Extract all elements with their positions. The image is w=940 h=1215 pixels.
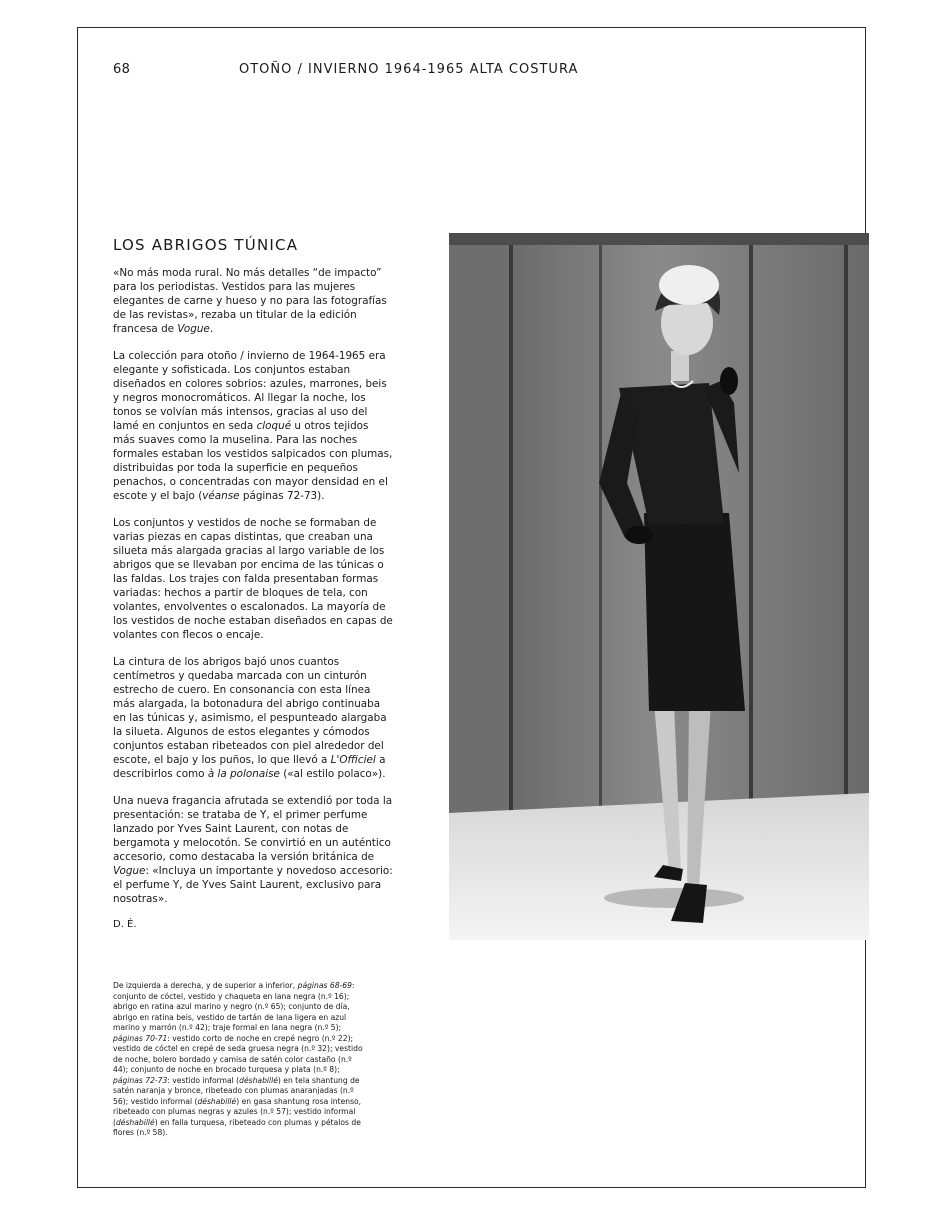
article-paragraph-3: Los conjuntos y vestidos de noche se formaban de varias piezas en capas distintas, que creaban una silueta más alargada gracias al largo variable de los abrigos que se llevaban por encima de las túnicas o las faldas. Los trajes con falda presentaban formas variadas: hechos a partir de bloques de tela, con volantes, envolventes o escalonados. La mayoría de los vestidos de noche estaban diseñados en capas de volantes con flecos o encaje.	[113, 517, 393, 641]
article-paragraph-4: La cintura de los abrigos bajó unos cuantos centímetros y quedaba marcada con un cinturón estrecho de cuero. En consonancia con esta línea más alargada, la botonadura del abrigo continuaba en las túnicas y, asimismo, el pespunteado alargaba la silueta. Algunos de estos elegantes y cómodos conjuntos estaban ribeteados con piel alrededor del escote, el bajo y los puños, lo que llevó a L'Officiel a describirlos como à la polonaise («al estilo polaco»).	[113, 656, 387, 780]
model-photo-illustration	[449, 233, 869, 940]
page-number: 68	[113, 62, 131, 77]
author-signature: D. É.	[113, 919, 137, 930]
article-body	[113, 266, 393, 930]
section-title: LOS ABRIGOS TÚNICA	[113, 236, 299, 254]
running-head: OTOÑO / INVIERNO 1964-1965 ALTA COSTURA	[239, 62, 579, 77]
article-paragraph-2: La colección para otoño / invierno de 1964-1965 era elegante y sofisticada. Los conjuntos estaban diseñados en colores sobrios: azules, marrones, beis y negros monocromáticos. Al llegar la noche, los tonos se volvían más intensos, gracias al uso del lamé en conjuntos en seda cloqué u otros tejidos más suaves como la muselina. Para las noches formales estaban los vestidos salpicados con plumas, distribuidas por toda la superficie en pequeños penachos, o concentradas con mayor densidad en el escote y el bajo (véanse páginas 72-73).	[113, 350, 393, 502]
fashion-photograph	[449, 233, 869, 940]
article-paragraph-5: Una nueva fragancia afrutada se extendió por toda la presentación: se trataba de Y, el primer perfume lanzado por Yves Saint Laurent, con notas de bergamota y melocotón. Se convirtió en un auténtico accesorio, como destacaba la versión británica de Vogue: «Incluya un importante y novedoso accesorio: el perfume Y, de Yves Saint Laurent, exclusivo para nosotras».	[113, 795, 393, 905]
photo-caption: De izquierda a derecha, y de superior a inferior, páginas 68-69: conjunto de cóctel, vestido y chaqueta en lana negra (n.º 16); abrigo en ratina azul marino y negro (n.º 65); conjunto de día, abrigo en ratina beis, vestido de tartán de lana ligera en azul marino y marrón (n.º 42); traje formal en lana negra (n.º 5); páginas 70-71: vestido corto de noche en crepé negro (n.º 22); vestido de cóctel en crepé de seda gruesa negra (n.º 32); vestido de noche, bolero bordado y camisa de satén color castaño (n.º 44); conjunto de noche en brocado turquesa y plata (n.º 8); páginas 72-73: vestido informal (déshabillé) en tela shantung de satén naranja y bronce, ribeteado con plumas anaranjadas (n.º 56); vestido informal (déshabillé) en gasa shantung rosa intenso, ribeteado con plumas negras y azules (n.º 57); vestido informal (déshabillé) en falla turquesa, ribeteado con plumas y pétalos de flores (n.º 58).	[113, 981, 363, 1137]
article-paragraph-1: «No más moda rural. No más detalles “de impacto” para los periodistas. Vestidos para las mujeres elegantes de carne y hueso y no para las fotografías de las revistas», rezaba un titular de la edición francesa de Vogue.	[113, 267, 387, 335]
